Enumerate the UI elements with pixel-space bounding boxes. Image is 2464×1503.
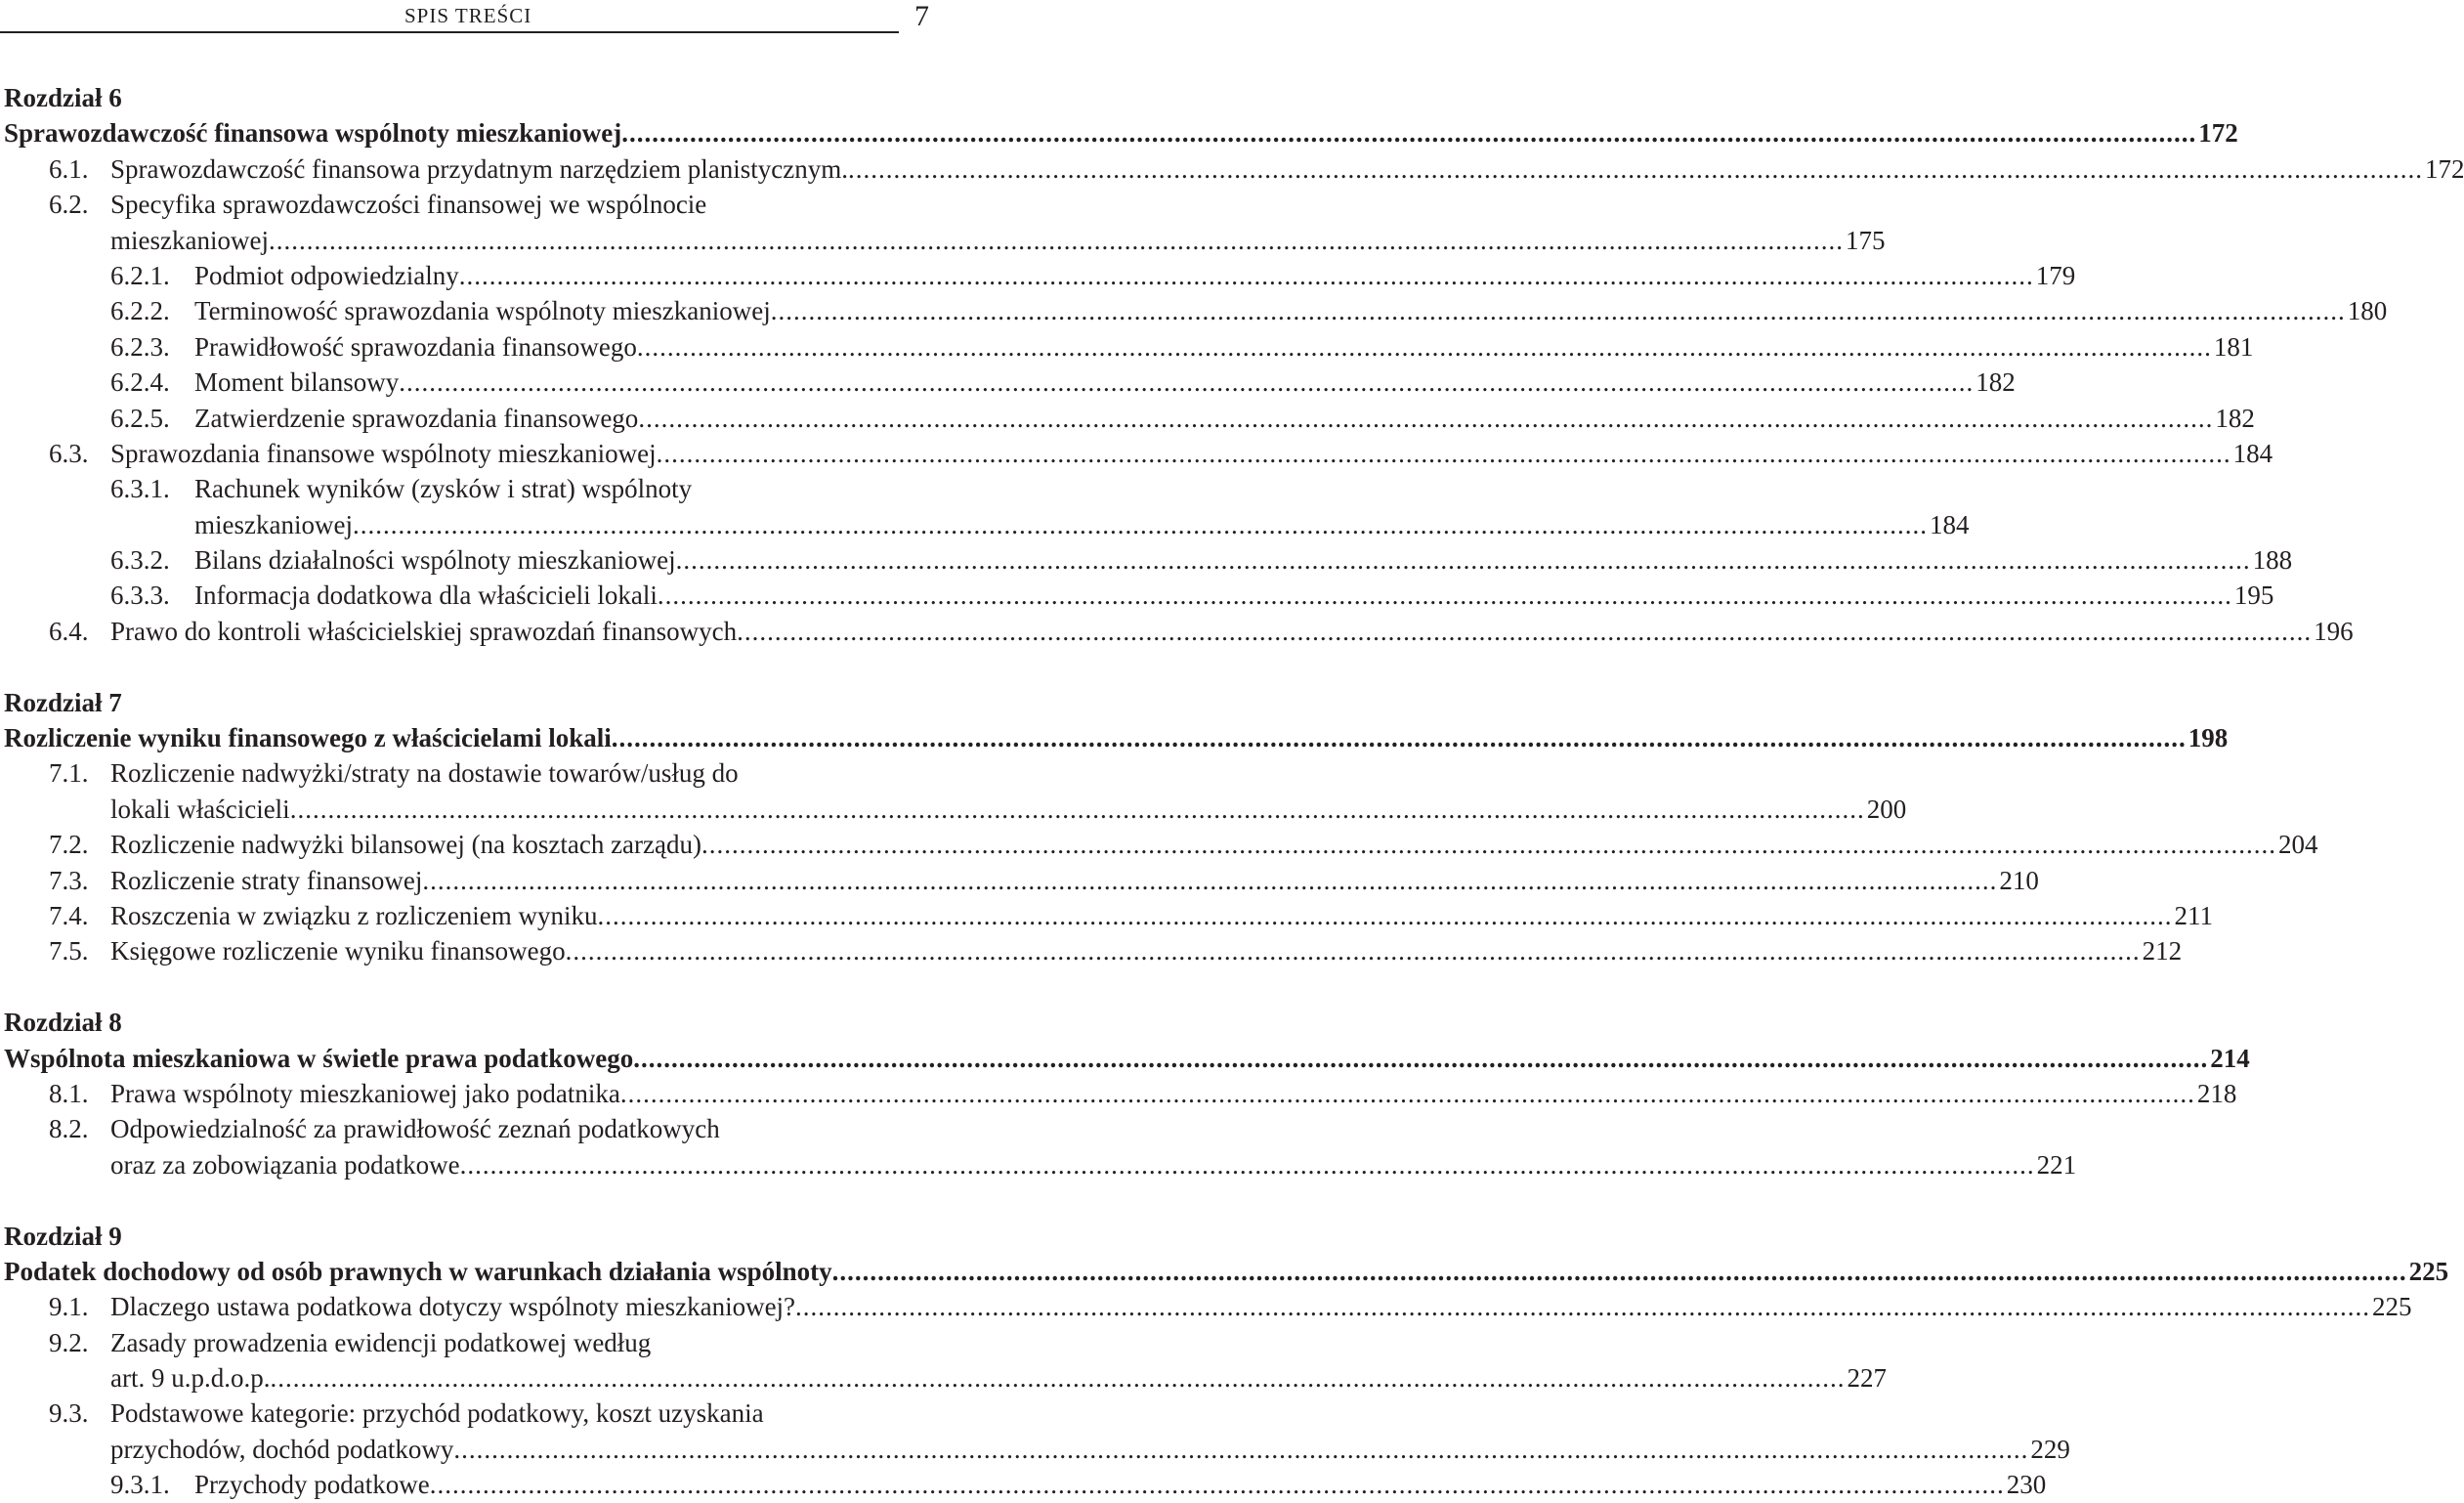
page-reference: 218 (2196, 1078, 2237, 1108)
entry-row (110, 1147, 2077, 1182)
dot-leader (638, 401, 2213, 436)
entry-row (194, 578, 2274, 613)
page-reference: 200 (1866, 794, 1907, 824)
entry-text: Zasady prowadzenia ewidencji podatkowej według (110, 1327, 652, 1357)
entry-text: przychodów, dochód podatkowy (110, 1434, 454, 1464)
toc-entry-first-line (0, 471, 938, 506)
entry-row (4, 720, 2229, 755)
entry-text: Prawidłowość sprawozdania finansowego (194, 331, 637, 362)
entry-text: Prawa wspólnoty mieszkaniowej jako podatnika (110, 1078, 620, 1108)
page-reference: 179 (2035, 260, 2076, 290)
section-number: 9.3. (49, 1398, 89, 1429)
dot-leader (676, 542, 2251, 578)
entry-row (110, 827, 2318, 862)
entry-row (194, 293, 2388, 328)
chapter-heading (0, 1219, 938, 1254)
toc-entry (0, 863, 2039, 898)
running-title: SPIS TREŚCI (404, 4, 532, 27)
toc-entry (0, 1076, 2237, 1111)
section-number: 7.2. (49, 830, 89, 860)
toc-entry (0, 293, 2388, 328)
dot-leader (566, 933, 2141, 968)
page-reference: 212 (2142, 936, 2183, 966)
toc-entry (0, 792, 1907, 827)
dot-leader (270, 1360, 1845, 1396)
toc-entry (0, 401, 2255, 436)
dot-leader (453, 1432, 2028, 1467)
section-number: 6.2.3. (110, 331, 170, 362)
entry-text: mieszkaniowej (110, 225, 269, 255)
dot-leader (460, 1147, 2035, 1182)
dot-leader (598, 898, 2173, 933)
section-number: 7.5. (49, 936, 89, 966)
dot-leader (290, 792, 1865, 827)
entry-text: Rozliczenie wyniku finansowego z właścicielami lokali (4, 723, 612, 753)
toc-entry-first-line (0, 1111, 938, 1146)
page-reference: 184 (1929, 509, 1970, 539)
section-gap (0, 1182, 938, 1218)
page-reference: 184 (2232, 438, 2273, 468)
page-reference: 225 (2372, 1292, 2412, 1322)
entry-text: Rozliczenie straty finansowej (110, 865, 423, 895)
entry-row (4, 115, 2238, 150)
dot-leader (430, 1467, 2005, 1502)
entry-text: Sprawozdania finansowe wspólnoty mieszkaniowej (110, 438, 657, 468)
entry-text: Dlaczego ustawa podatkowa dotyczy wspólnoty mieszkaniowej? (110, 1292, 796, 1322)
entry-text: Rozliczenie nadwyżki/straty na dostawie towarów/usług do (110, 758, 739, 789)
toc-entry (0, 614, 2354, 649)
entry-text: Sprawozdawczość finansowa przydatnym narzędziem planistycznym. (110, 153, 848, 184)
entry-text: Podmiot odpowiedzialny (194, 260, 459, 290)
toc-entry-first-line (0, 1325, 938, 1360)
page-reference: 225 (2408, 1256, 2449, 1286)
entry-text: art. 9 u.p.d.o.p. (110, 1363, 271, 1394)
section-number: 6.2. (49, 190, 89, 220)
entry-text: Specyfika sprawozdawczości finansowej we wspólnocie (110, 190, 707, 220)
entry-row (194, 365, 2016, 400)
section-number: 7.4. (49, 900, 89, 930)
entry-row (194, 542, 2293, 578)
page-reference: 230 (2006, 1470, 2047, 1500)
toc-entry (0, 1360, 1887, 1396)
entry-text: Wspólnota mieszkaniowa w świetle prawa podatkowego (4, 1043, 634, 1073)
entry-row (4, 1041, 2250, 1076)
toc-entry (0, 933, 2183, 968)
section-number: 6.2.1. (110, 260, 170, 290)
dot-leader (637, 329, 2212, 365)
section-number: 7.3. (49, 865, 89, 895)
dot-leader (353, 507, 1928, 542)
page-reference: 227 (1847, 1363, 1887, 1394)
entry-text: Sprawozdawczość finansowa wspólnoty mieszkaniowej (4, 118, 622, 149)
entry-text: Informacja dodatkowa dla właścicieli lokali (194, 580, 658, 611)
entry-row (110, 436, 2273, 471)
dot-leader (795, 1289, 2370, 1324)
page-reference: 180 (2347, 296, 2388, 326)
dot-leader (459, 258, 2034, 293)
entry-row (110, 863, 2039, 898)
dot-leader (658, 578, 2232, 613)
section-number: 9.2. (49, 1327, 89, 1357)
entry-text: Podatek dochodowy od osób prawnych w warunkach działania wspólnoty (4, 1256, 832, 1286)
page-number: 7 (914, 0, 929, 32)
entry-text: Bilans działalności wspólnoty mieszkaniowej (194, 545, 676, 576)
dot-leader (701, 827, 2276, 862)
dot-leader (633, 1041, 2208, 1076)
page-header (0, 0, 938, 39)
dot-leader (771, 293, 2346, 328)
entry-row (110, 1360, 1887, 1396)
header-rule (0, 31, 899, 33)
toc-entry (0, 507, 1970, 542)
dot-leader (832, 1254, 2407, 1289)
entry-row (110, 1432, 2070, 1467)
entry-text: Odpowiedzialność za prawidłowość zeznań podatkowych (110, 1114, 720, 1144)
dot-leader (612, 720, 2187, 755)
section-gap (0, 969, 938, 1005)
dot-leader (620, 1076, 2195, 1111)
page-reference: 196 (2314, 616, 2354, 646)
entry-row (194, 401, 2255, 436)
section-number: 6.2.2. (110, 296, 170, 326)
section-number: 9.1. (49, 1292, 89, 1322)
chapter-heading (0, 1005, 938, 1040)
page-reference: 175 (1845, 225, 1886, 255)
entry-text: Roszczenia w związku z rozliczeniem wyniku (110, 900, 598, 930)
entry-row (194, 1467, 2047, 1502)
entry-row (194, 329, 2254, 365)
entry-row (110, 1289, 2412, 1324)
page-reference: 172 (2198, 118, 2238, 149)
page-reference: 210 (1999, 865, 2039, 895)
toc-entry (0, 223, 1886, 258)
chapter-title-entry (0, 1254, 2449, 1289)
entry-text: Księgowe rozliczenie wyniku finansowego (110, 936, 566, 966)
dot-leader (269, 223, 1844, 258)
chapter-title-entry (0, 1041, 2250, 1076)
section-number: 8.2. (49, 1114, 89, 1144)
entry-text: Terminowość sprawozdania wspólnoty mieszkaniowej (194, 296, 771, 326)
chapter-title-entry (0, 720, 2229, 755)
toc-entry (0, 1432, 2070, 1467)
section-number: 6.3.2. (110, 545, 170, 576)
toc-entry-first-line (0, 755, 938, 791)
dot-leader (657, 436, 2231, 471)
entry-row (110, 792, 1907, 827)
table-of-contents (0, 80, 2464, 1503)
toc-entry (0, 436, 2273, 471)
toc-entry (0, 578, 2274, 613)
toc-entry (0, 827, 2318, 862)
entry-text: Podstawowe kategorie: przychód podatkowy, koszt uzyskania (110, 1398, 764, 1429)
page-reference: 181 (2213, 331, 2254, 362)
entry-text: oraz za zobowiązania podatkowe (110, 1149, 460, 1180)
entry-row (194, 258, 2076, 293)
section-number: 6.4. (49, 616, 89, 646)
chapter-label: Rozdział 8 (4, 1008, 122, 1038)
toc-entry (0, 329, 2254, 365)
section-number: 6.2.5. (110, 403, 170, 433)
entry-text: lokali właścicieli (110, 794, 290, 824)
page-reference: 214 (2210, 1043, 2250, 1073)
section-number: 8.1. (49, 1078, 89, 1108)
page-reference: 221 (2036, 1149, 2077, 1180)
section-gap (0, 649, 938, 684)
dot-leader (737, 614, 2312, 649)
entry-text: Moment bilansowy (194, 367, 400, 398)
entry-row (110, 614, 2354, 649)
entry-row (110, 151, 2464, 187)
page-reference: 182 (1975, 367, 2016, 398)
entry-text: Prawo do kontroli właścicielskiej sprawozdań finansowych (110, 616, 738, 646)
chapter-label: Rozdział 6 (4, 83, 122, 112)
section-number: 6.3.3. (110, 580, 170, 611)
page-reference: 195 (2233, 580, 2274, 611)
chapter-label: Rozdział 9 (4, 1221, 122, 1251)
entry-row (110, 223, 1886, 258)
chapter-heading (0, 685, 938, 720)
chapter-heading (0, 80, 938, 115)
chapter-label: Rozdział 7 (4, 687, 122, 717)
section-number: 6.1. (49, 153, 89, 184)
dot-leader (848, 151, 2423, 187)
toc-entry (0, 898, 2214, 933)
section-number: 6.2.4. (110, 367, 170, 398)
entry-row (4, 1254, 2449, 1289)
entry-text: Przychody podatkowe (194, 1470, 430, 1500)
section-number: 6.3. (49, 438, 89, 468)
section-number: 6.3.1. (110, 474, 170, 504)
dot-leader (422, 863, 1997, 898)
page-reference: 211 (2174, 900, 2214, 930)
entry-text: Zatwierdzenie sprawozdania finansowego (194, 403, 639, 433)
page-reference: 198 (2188, 723, 2229, 753)
entry-row (110, 933, 2183, 968)
toc-entry-first-line (0, 1396, 938, 1431)
page-reference: 182 (2215, 403, 2255, 433)
page-reference: 172 (2424, 153, 2464, 184)
page-reference: 188 (2252, 545, 2293, 576)
entry-text: mieszkaniowej (194, 509, 353, 539)
toc-entry (0, 151, 2464, 187)
entry-text: Rachunek wyników (zysków i strat) wspólnoty (194, 474, 693, 504)
toc-entry-first-line (0, 187, 938, 222)
entry-row (110, 1076, 2237, 1111)
toc-entry (0, 1147, 2077, 1182)
toc-entry (0, 1467, 2047, 1502)
chapter-title-entry (0, 115, 2238, 150)
section-number: 9.3.1. (110, 1470, 170, 1500)
dot-leader (399, 365, 1974, 400)
page-reference: 229 (2030, 1434, 2070, 1464)
entry-text: Rozliczenie nadwyżki bilansowej (na kosztach zarządu) (110, 830, 701, 860)
toc-entry (0, 365, 2016, 400)
toc-entry (0, 542, 2293, 578)
section-number: 7.1. (49, 758, 89, 789)
toc-entry (0, 258, 2076, 293)
dot-leader (621, 115, 2196, 150)
page-reference: 204 (2277, 830, 2318, 860)
toc-entry (0, 1289, 2412, 1324)
entry-row (194, 507, 1970, 542)
entry-row (110, 898, 2214, 933)
